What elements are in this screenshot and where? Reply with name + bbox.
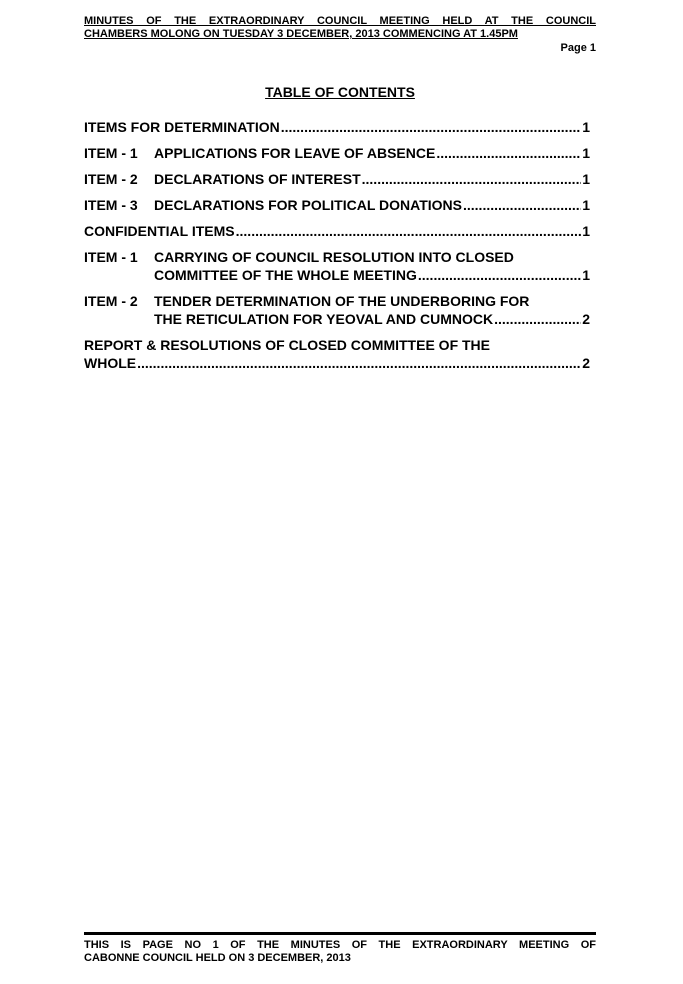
- toc-page-number: 1: [582, 267, 590, 283]
- dot-leader: [494, 310, 581, 328]
- toc-entry[interactable]: [84, 144, 590, 162]
- toc-entry-title: APPLICATIONS FOR LEAVE OF ABSENCE: [154, 145, 436, 161]
- toc-page-number: 2: [582, 311, 590, 327]
- toc-entry[interactable]: [84, 118, 590, 136]
- toc-entry-title: DECLARATIONS OF INTEREST: [154, 171, 361, 187]
- toc-entry-title: DECLARATIONS FOR POLITICAL DONATIONS: [154, 197, 462, 213]
- toc-page-number: 1: [582, 145, 590, 161]
- footer-line-1: THIS IS PAGE NO 1 OF THE MINUTES OF THE EXTRAORDINARY MEETING OF: [84, 939, 596, 951]
- toc-entry-title: CONFIDENTIAL ITEMS: [84, 223, 235, 239]
- toc-entry[interactable]: [84, 222, 590, 240]
- toc-item-number: ITEM - 2: [84, 171, 138, 187]
- toc-entry-title: REPORT & RESOLUTIONS OF CLOSED COMMITTEE OF THE: [84, 337, 491, 353]
- table-of-contents: [84, 118, 590, 380]
- toc-entry[interactable]: [84, 292, 590, 328]
- toc-title: TABLE OF CONTENTS: [265, 84, 415, 100]
- toc-page-number: 1: [582, 119, 590, 135]
- header-line-1: MINUTES OF THE EXTRAORDINARY COUNCIL MEETING HELD AT THE COUNCIL: [84, 15, 596, 27]
- toc-item-number: ITEM - 1: [84, 145, 138, 161]
- dot-leader: [362, 170, 582, 188]
- toc-entry-title-continued: THE RETICULATION FOR YEOVAL AND CUMNOCK: [154, 311, 494, 327]
- page-footer: [84, 932, 596, 965]
- toc-page-number: 1: [582, 223, 590, 239]
- toc-entry[interactable]: [84, 336, 590, 372]
- toc-page-number: 2: [582, 355, 590, 371]
- page-number: Page 1: [560, 42, 596, 54]
- dot-leader: [418, 266, 581, 284]
- toc-entry-title-continued: WHOLE: [84, 355, 137, 371]
- toc-entry-title-continued: COMMITTEE OF THE WHOLE MEETING: [154, 267, 417, 283]
- toc-page-number: 1: [582, 197, 590, 213]
- toc-entry[interactable]: [84, 196, 590, 214]
- dot-leader: [281, 118, 581, 136]
- dot-leader: [236, 222, 582, 240]
- toc-item-number: ITEM - 2: [84, 293, 138, 309]
- toc-entry[interactable]: [84, 170, 590, 188]
- footer-line-2: CABONNE COUNCIL HELD ON 3 DECEMBER, 2013: [84, 952, 351, 964]
- toc-entry-title: ITEMS FOR DETERMINATION: [84, 119, 280, 135]
- page-header: [84, 15, 596, 55]
- toc-entry-title: CARRYING OF COUNCIL RESOLUTION INTO CLOSED: [154, 249, 514, 265]
- toc-entry[interactable]: [84, 248, 590, 284]
- toc-item-number: ITEM - 3: [84, 197, 138, 213]
- header-line-2: CHAMBERS MOLONG ON TUESDAY 3 DECEMBER, 2013 COMMENCING AT 1.45PM: [84, 28, 518, 40]
- dot-leader: [137, 354, 581, 372]
- toc-item-number: ITEM - 1: [84, 249, 138, 265]
- dot-leader: [463, 196, 581, 214]
- dot-leader: [436, 144, 581, 162]
- toc-entry-title: TENDER DETERMINATION OF THE UNDERBORING FOR: [154, 293, 530, 309]
- toc-page-number: 1: [582, 171, 590, 187]
